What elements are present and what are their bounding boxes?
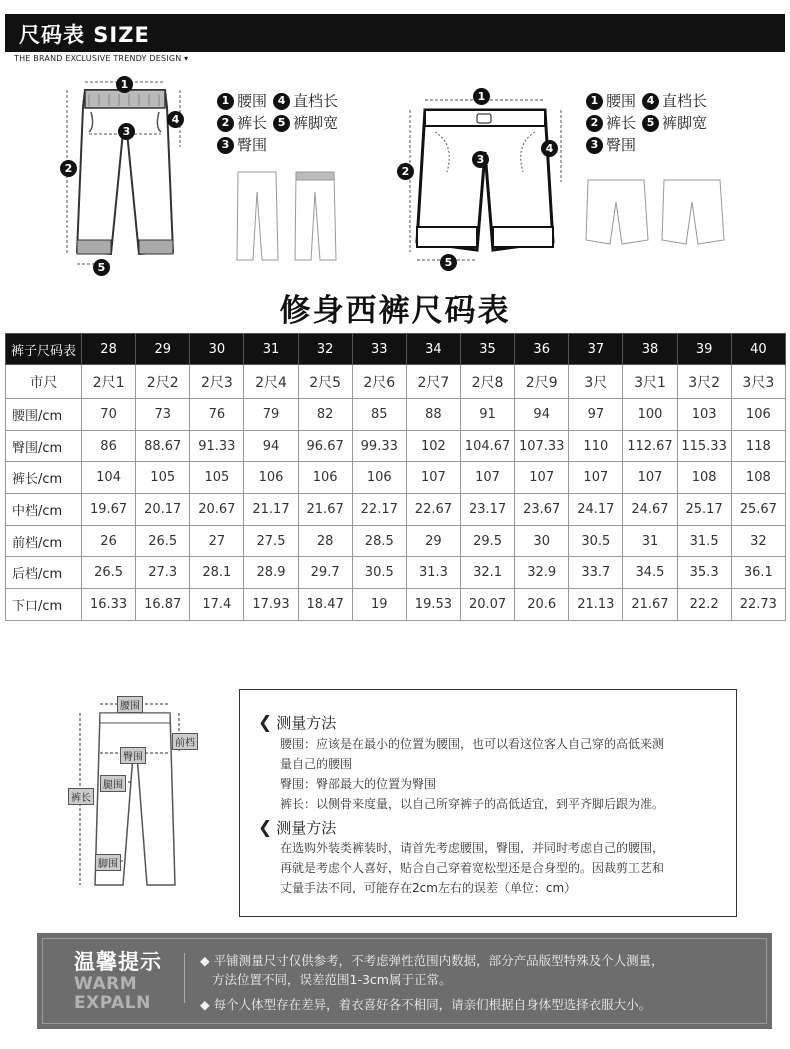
table-cell: 29 — [406, 525, 460, 557]
table-cell: 32 — [731, 525, 785, 557]
table-cell: 82 — [298, 399, 352, 431]
table-cell: 70 — [82, 399, 136, 431]
table-cell: 18.47 — [298, 589, 352, 621]
table-cell: 28.1 — [190, 557, 244, 589]
table-cell: 21.67 — [298, 494, 352, 526]
marker-2: 2 — [60, 160, 77, 177]
size-header: 32 — [298, 334, 352, 365]
shorts-illustration — [395, 82, 570, 270]
table-cell: 17.4 — [190, 589, 244, 621]
table-row — [6, 462, 786, 494]
legend-left: 1 腰围 4 直档长 2 裤长 5 裤脚宽 3 臀围 — [217, 90, 338, 156]
table-cell: 86 — [82, 430, 136, 462]
marker-2-shorts: 2 — [397, 163, 414, 180]
diagram-label-length: 裤长 — [68, 788, 94, 805]
tips-title: 温馨提示 — [74, 950, 162, 974]
table-cell: 107 — [623, 462, 677, 494]
row-label: 后档/cm — [6, 557, 82, 589]
table-cell: 88.67 — [136, 430, 190, 462]
table-cell: 106 — [731, 399, 785, 431]
table-cell: 35.3 — [677, 557, 731, 589]
table-cell: 3尺2 — [677, 365, 731, 399]
table-header-row — [6, 334, 786, 365]
size-header: 35 — [460, 334, 514, 365]
diagram-label-hem: 脚围 — [95, 854, 121, 871]
table-cell: 29.7 — [298, 557, 352, 589]
table-cell: 2尺9 — [515, 365, 569, 399]
size-header: 30 — [190, 334, 244, 365]
table-cell: 97 — [569, 399, 623, 431]
measure-text-2: 在选购外装类裤装时，请首先考虑腰围，臀围，并同时考虑自己的腰围， 再就是考虑个人喜好，贴合自己穿着宽松型还是合身型的。因裁剪工艺和 丈量手法不同，可能存在2cm左右的误差（单位：cm） — [280, 841, 665, 895]
table-cell: 22.67 — [406, 494, 460, 526]
measure-text-1: 腰围：应该是在最小的位置为腰围，也可以看这位客人自己穿的高低来测 量自己的腰围 臀围：臀部最大的位置为臀围 裤长：以侧骨来度量，以自己所穿裤子的高低适宜，到平齐脚后跟为准。 — [280, 737, 665, 811]
jogger-pants-illustration — [55, 72, 195, 277]
legend-right: 1 腰围 4 直档长 2 裤长 5 裤脚宽 3 臀围 — [586, 90, 707, 156]
table-cell: 2尺8 — [460, 365, 514, 399]
table-cell: 22.17 — [352, 494, 406, 526]
table-cell: 107 — [515, 462, 569, 494]
table-cell: 31.5 — [677, 525, 731, 557]
table-cell: 31 — [623, 525, 677, 557]
table-cell: 2尺6 — [352, 365, 406, 399]
table-cell: 94 — [515, 399, 569, 431]
table-cell: 19 — [352, 589, 406, 621]
tips-divider — [184, 953, 185, 1003]
table-cell: 96.67 — [298, 430, 352, 462]
table-cell: 104.67 — [460, 430, 514, 462]
table-cell: 106 — [298, 462, 352, 494]
header-title: 尺码表 SIZE — [19, 23, 150, 47]
table-cell: 17.93 — [244, 589, 298, 621]
table-cell: 79 — [244, 399, 298, 431]
diagram-label-hip: 臀围 — [120, 747, 146, 764]
table-cell: 91.33 — [190, 430, 244, 462]
table-cell: 26.5 — [82, 557, 136, 589]
table-row — [6, 589, 786, 621]
size-header: 34 — [406, 334, 460, 365]
table-cell: 94 — [244, 430, 298, 462]
table-cell: 2尺7 — [406, 365, 460, 399]
table-cell: 88 — [406, 399, 460, 431]
table-cell: 30.5 — [352, 557, 406, 589]
marker-1: 1 — [116, 76, 133, 93]
table-header-label: 裤子尺码表 — [6, 334, 82, 365]
row-label: 下口/cm — [6, 589, 82, 621]
header-bar — [5, 14, 785, 52]
table-cell: 28 — [298, 525, 352, 557]
table-cell: 28.5 — [352, 525, 406, 557]
table-cell: 110 — [569, 430, 623, 462]
table-row — [6, 399, 786, 431]
diagram-label-thigh: 腿围 — [100, 775, 126, 792]
marker-3-shorts: 3 — [472, 151, 489, 168]
table-cell: 20.6 — [515, 589, 569, 621]
marker-5: 5 — [93, 259, 110, 276]
diagram-label-waist: 腰围 — [117, 696, 143, 713]
table-cell: 2尺5 — [298, 365, 352, 399]
small-pants-thumbnails-left — [232, 168, 342, 264]
table-cell: 27.5 — [244, 525, 298, 557]
tips-banner — [37, 933, 772, 1029]
table-cell: 23.17 — [460, 494, 514, 526]
measure-title-2: ❮ 测量方法 — [258, 817, 337, 838]
table-cell: 3尺1 — [623, 365, 677, 399]
table-cell: 25.17 — [677, 494, 731, 526]
size-table — [5, 333, 786, 621]
table-cell: 115.33 — [677, 430, 731, 462]
table-cell: 20.17 — [136, 494, 190, 526]
table-cell: 24.17 — [569, 494, 623, 526]
table-cell: 29.5 — [460, 525, 514, 557]
table-cell: 2尺2 — [136, 365, 190, 399]
table-cell: 106 — [352, 462, 406, 494]
table-cell: 26 — [82, 525, 136, 557]
table-cell: 24.67 — [623, 494, 677, 526]
marker-4: 4 — [167, 111, 184, 128]
table-cell: 32.9 — [515, 557, 569, 589]
table-cell: 36.1 — [731, 557, 785, 589]
table-cell: 21.17 — [244, 494, 298, 526]
size-header: 29 — [136, 334, 190, 365]
marker-1-shorts: 1 — [473, 88, 490, 105]
table-cell: 22.73 — [731, 589, 785, 621]
table-cell: 21.13 — [569, 589, 623, 621]
table-cell: 2尺1 — [82, 365, 136, 399]
size-header: 37 — [569, 334, 623, 365]
table-cell: 99.33 — [352, 430, 406, 462]
table-cell: 107 — [460, 462, 514, 494]
table-cell: 27 — [190, 525, 244, 557]
table-cell: 100 — [623, 399, 677, 431]
marker-3: 3 — [118, 123, 135, 140]
row-label: 前档/cm — [6, 525, 82, 557]
table-cell: 19.67 — [82, 494, 136, 526]
row-label: 裤长/cm — [6, 462, 82, 494]
table-cell: 16.33 — [82, 589, 136, 621]
row-label: 中档/cm — [6, 494, 82, 526]
size-header: 40 — [731, 334, 785, 365]
measurement-method-box — [239, 689, 737, 917]
table-cell: 108 — [731, 462, 785, 494]
table-cell: 26.5 — [136, 525, 190, 557]
table-cell: 103 — [677, 399, 731, 431]
table-cell: 19.53 — [406, 589, 460, 621]
table-cell: 85 — [352, 399, 406, 431]
size-header: 38 — [623, 334, 677, 365]
table-cell: 28.9 — [244, 557, 298, 589]
diagram-label-front-rise: 前档 — [172, 733, 198, 750]
table-cell: 2尺4 — [244, 365, 298, 399]
table-cell: 2尺3 — [190, 365, 244, 399]
size-header: 28 — [82, 334, 136, 365]
table-cell: 91 — [460, 399, 514, 431]
size-header: 36 — [515, 334, 569, 365]
table-cell: 73 — [136, 399, 190, 431]
row-label: 市尺 — [6, 365, 82, 399]
size-header: 31 — [244, 334, 298, 365]
table-row — [6, 494, 786, 526]
marker-5-shorts: 5 — [440, 254, 457, 271]
table-cell: 25.67 — [731, 494, 785, 526]
table-cell: 21.67 — [623, 589, 677, 621]
table-cell: 32.1 — [460, 557, 514, 589]
size-header: 39 — [677, 334, 731, 365]
table-cell: 16.87 — [136, 589, 190, 621]
table-cell: 107 — [406, 462, 460, 494]
table-cell: 3尺3 — [731, 365, 785, 399]
table-cell: 106 — [244, 462, 298, 494]
tips-item-2: ◆ 每个人体型存在差异，着衣喜好各不相同，请亲们根据自身体型选择衣服大小。 — [200, 997, 652, 1012]
table-cell: 102 — [406, 430, 460, 462]
table-cell: 108 — [677, 462, 731, 494]
table-cell: 23.67 — [515, 494, 569, 526]
tips-english: WARM EXPALN — [74, 974, 151, 1013]
tips-item-1: ◆ 平铺测量尺寸仅供参考，不考虑弹性范围内数据，部分产品版型特殊及个人测量， 方法位置不同，误差范围1-3cm属于正常。 — [200, 953, 664, 987]
chevron-left-icon: ❮ — [258, 817, 273, 838]
table-cell: 30.5 — [569, 525, 623, 557]
table-cell: 20.07 — [460, 589, 514, 621]
row-label: 臀围/cm — [6, 430, 82, 462]
table-cell: 105 — [136, 462, 190, 494]
table-cell: 104 — [82, 462, 136, 494]
table-row — [6, 525, 786, 557]
row-label: 腰围/cm — [6, 399, 82, 431]
table-cell: 107.33 — [515, 430, 569, 462]
table-cell: 3尺 — [569, 365, 623, 399]
table-cell: 118 — [731, 430, 785, 462]
table-row — [6, 365, 786, 399]
marker-4-shorts: 4 — [541, 140, 558, 157]
header-subtitle: THE BRAND EXCLUSIVE TRENDY DESIGN ▾ — [14, 54, 189, 63]
table-cell: 33.7 — [569, 557, 623, 589]
table-cell: 34.5 — [623, 557, 677, 589]
table-cell: 31.3 — [406, 557, 460, 589]
table-cell: 20.67 — [190, 494, 244, 526]
table-cell: 112.67 — [623, 430, 677, 462]
table-cell: 30 — [515, 525, 569, 557]
measure-title-1: ❮ 测量方法 — [258, 712, 337, 733]
table-row — [6, 557, 786, 589]
table-cell: 22.2 — [677, 589, 731, 621]
table-cell: 27.3 — [136, 557, 190, 589]
chevron-left-icon: ❮ — [258, 712, 273, 733]
small-shorts-thumbnails-right — [582, 176, 732, 250]
table-cell: 105 — [190, 462, 244, 494]
table-row — [6, 430, 786, 462]
size-header: 33 — [352, 334, 406, 365]
table-cell: 76 — [190, 399, 244, 431]
table-cell: 107 — [569, 462, 623, 494]
size-chart-title: 修身西裤尺码表 — [279, 293, 511, 329]
